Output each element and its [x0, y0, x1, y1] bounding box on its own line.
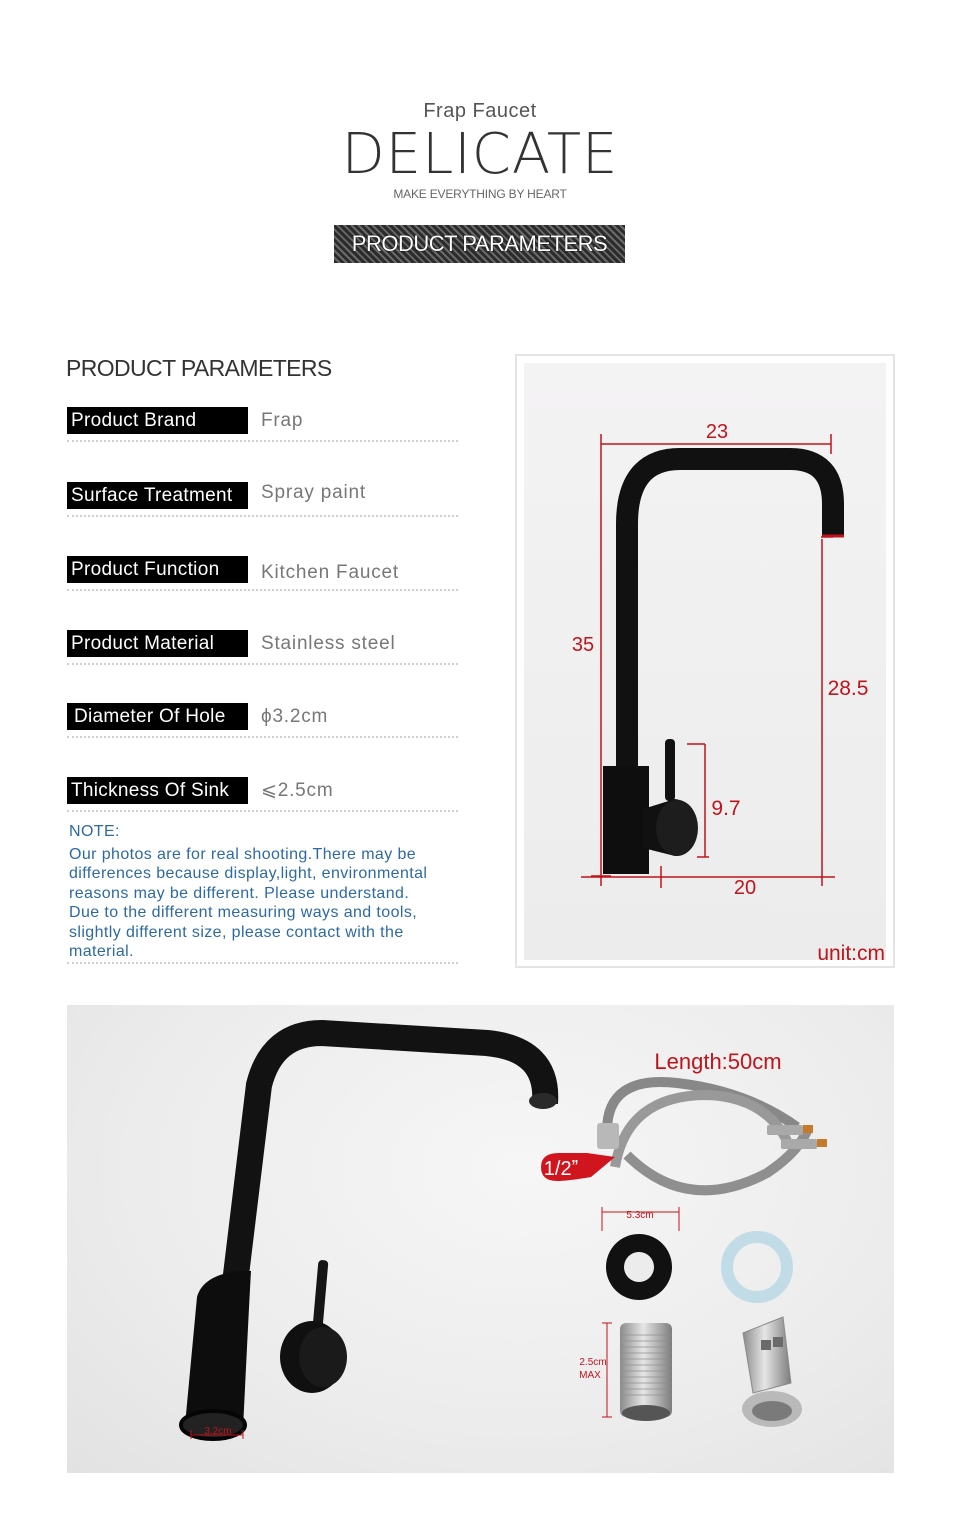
note-line: Due to the different measuring ways and tools, — [69, 904, 418, 921]
divider — [67, 663, 458, 665]
faucet-diagram-svg — [515, 354, 895, 968]
brand-subtitle: Frap Faucet — [423, 100, 537, 122]
param-row-surface — [67, 482, 458, 522]
dim-spout-height: 28.5 — [827, 677, 869, 700]
param-row-sink — [67, 777, 458, 817]
faucet-photo — [181, 1033, 557, 1439]
brand-title: DELICATE — [341, 122, 619, 187]
rubber-washer — [727, 1237, 787, 1297]
param-label: Diameter Of Hole — [67, 703, 248, 730]
threaded-shank — [602, 1323, 672, 1421]
dimension-diagram — [515, 354, 895, 968]
thread-size-label: 1/2ˮ — [543, 1158, 579, 1180]
divider — [67, 440, 458, 442]
param-row-material — [67, 630, 458, 670]
dim-shank-max: 2.5cm — [579, 1357, 607, 1368]
dim-base-width: 20 — [733, 877, 757, 899]
dim-handle-height: 9.7 — [711, 797, 741, 820]
param-label: Product Function — [67, 556, 248, 583]
note-line: reasons may be different. Please understand. — [69, 884, 410, 902]
param-value: Stainless steel — [261, 633, 396, 654]
note-line: slightly different size, please contact with the — [69, 923, 404, 941]
divider — [67, 962, 458, 964]
dim-shank-max-suffix: MAX — [579, 1370, 601, 1381]
divider — [67, 515, 458, 517]
param-value: ⩽2.5cm — [261, 780, 334, 801]
param-label: Surface Treatment — [67, 482, 248, 509]
param-row-function — [67, 556, 458, 596]
param-label: Thickness Of Sink — [67, 777, 248, 804]
hose-length-label: Length:50cm — [654, 1049, 782, 1074]
mounting-bracket — [742, 1317, 802, 1427]
note-line: Our photos are for real shooting.There may be — [69, 845, 417, 863]
param-label: Product Material — [67, 630, 248, 657]
divider — [67, 810, 458, 812]
dim-width-top: 23 — [705, 421, 729, 443]
dim-nut-width: 5.3cm — [626, 1210, 654, 1221]
param-row-hole — [67, 703, 458, 743]
section-banner: PRODUCT PARAMETERS — [334, 225, 625, 263]
param-value: Frap — [261, 410, 304, 431]
param-value: ϕ3.2cm — [261, 706, 329, 727]
param-label: Product Brand — [67, 407, 248, 434]
divider — [67, 589, 458, 591]
product-photo-svg — [67, 1005, 894, 1473]
note-line: differences because display,light, environmental — [69, 865, 428, 882]
note-heading: NOTE: — [69, 823, 120, 840]
divider — [67, 736, 458, 738]
param-value: Kitchen Faucet — [261, 562, 399, 583]
dim-total-height: 35 — [571, 634, 595, 656]
params-title: PRODUCT PARAMETERS — [66, 355, 332, 381]
unit-label: unit:cm — [817, 942, 885, 965]
brand-tagline: MAKE EVERYTHING BY HEART — [393, 187, 567, 201]
hose-photo — [597, 1082, 827, 1190]
dim-base-diameter: 3.2cm — [204, 1426, 232, 1437]
note-line: material. — [69, 943, 134, 960]
note-block — [69, 822, 474, 962]
param-row-brand — [67, 407, 458, 447]
param-value: Spray paint — [261, 482, 366, 503]
product-photo — [67, 1005, 894, 1473]
